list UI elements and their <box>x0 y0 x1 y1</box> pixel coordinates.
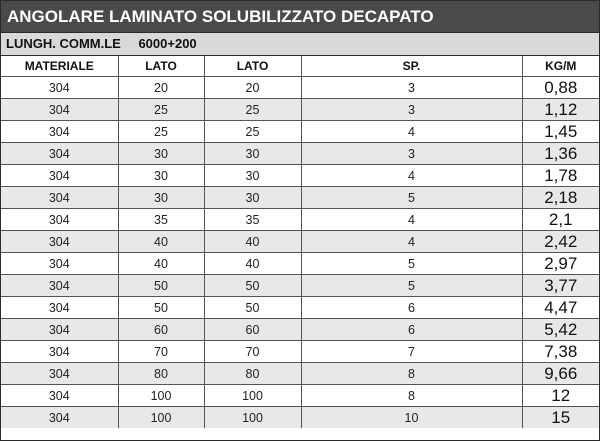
cell-kgm: 1,36 <box>522 143 599 165</box>
table-row <box>1 165 599 187</box>
cell-lato-2: 50 <box>204 297 301 319</box>
cell-lato-2: 80 <box>204 363 301 385</box>
cell-materiale: 304 <box>1 165 118 187</box>
header-materiale: MATERIALE <box>1 56 118 77</box>
cell-lato-1: 30 <box>118 187 204 209</box>
table-body <box>1 77 599 429</box>
cell-lato-1: 25 <box>118 121 204 143</box>
cell-lato-2: 30 <box>204 187 301 209</box>
cell-materiale: 304 <box>1 99 118 121</box>
cell-kgm: 1,12 <box>522 99 599 121</box>
cell-sp: 3 <box>301 143 522 165</box>
cell-kgm: 7,38 <box>522 341 599 363</box>
cell-sp: 4 <box>301 165 522 187</box>
cell-sp: 4 <box>301 231 522 253</box>
header-lato-2: LATO <box>204 56 301 77</box>
table-row <box>1 231 599 253</box>
cell-kgm: 2,42 <box>522 231 599 253</box>
cell-sp: 10 <box>301 407 522 429</box>
table-row <box>1 99 599 121</box>
cell-kgm: 9,66 <box>522 363 599 385</box>
table-row <box>1 297 599 319</box>
table-row <box>1 407 599 429</box>
cell-materiale: 304 <box>1 319 118 341</box>
cell-lato-2: 25 <box>204 99 301 121</box>
header-kgm: KG/M <box>522 56 599 77</box>
cell-kgm: 0,88 <box>522 77 599 99</box>
table-row <box>1 363 599 385</box>
cell-materiale: 304 <box>1 275 118 297</box>
cell-sp: 3 <box>301 99 522 121</box>
cell-materiale: 304 <box>1 341 118 363</box>
cell-sp: 7 <box>301 341 522 363</box>
cell-lato-1: 80 <box>118 363 204 385</box>
cell-sp: 6 <box>301 319 522 341</box>
product-table <box>1 56 599 428</box>
cell-lato-1: 25 <box>118 99 204 121</box>
cell-materiale: 304 <box>1 385 118 407</box>
cell-kgm: 4,47 <box>522 297 599 319</box>
cell-sp: 4 <box>301 121 522 143</box>
cell-materiale: 304 <box>1 209 118 231</box>
cell-sp: 5 <box>301 253 522 275</box>
cell-sp: 8 <box>301 363 522 385</box>
table-row <box>1 275 599 297</box>
cell-sp: 3 <box>301 77 522 99</box>
cell-lato-2: 50 <box>204 275 301 297</box>
cell-lato-2: 100 <box>204 407 301 429</box>
cell-kgm: 3,77 <box>522 275 599 297</box>
cell-sp: 5 <box>301 187 522 209</box>
cell-materiale: 304 <box>1 407 118 429</box>
length-label: LUNGH. COMM.LE <box>6 36 121 51</box>
cell-sp: 6 <box>301 297 522 319</box>
table-row <box>1 209 599 231</box>
cell-lato-2: 70 <box>204 341 301 363</box>
cell-kgm: 2,97 <box>522 253 599 275</box>
cell-lato-2: 20 <box>204 77 301 99</box>
cell-materiale: 304 <box>1 231 118 253</box>
cell-kgm: 5,42 <box>522 319 599 341</box>
cell-kgm: 1,78 <box>522 165 599 187</box>
cell-sp: 8 <box>301 385 522 407</box>
cell-kgm: 2,1 <box>522 209 599 231</box>
table-row <box>1 385 599 407</box>
cell-lato-1: 50 <box>118 275 204 297</box>
cell-lato-2: 40 <box>204 253 301 275</box>
cell-lato-2: 35 <box>204 209 301 231</box>
table-header-row <box>1 56 599 77</box>
cell-materiale: 304 <box>1 121 118 143</box>
cell-sp: 5 <box>301 275 522 297</box>
cell-sp: 4 <box>301 209 522 231</box>
length-info <box>1 33 599 56</box>
cell-lato-1: 100 <box>118 385 204 407</box>
sheet-title: ANGOLARE LAMINATO SOLUBILIZZATO DECAPATO <box>1 1 599 33</box>
cell-lato-2: 60 <box>204 319 301 341</box>
table-row <box>1 319 599 341</box>
cell-lato-1: 50 <box>118 297 204 319</box>
cell-lato-2: 30 <box>204 165 301 187</box>
cell-lato-2: 25 <box>204 121 301 143</box>
cell-materiale: 304 <box>1 143 118 165</box>
cell-materiale: 304 <box>1 297 118 319</box>
cell-lato-1: 40 <box>118 231 204 253</box>
cell-lato-1: 100 <box>118 407 204 429</box>
table-row <box>1 187 599 209</box>
cell-lato-1: 70 <box>118 341 204 363</box>
cell-lato-1: 35 <box>118 209 204 231</box>
table-row <box>1 77 599 99</box>
cell-materiale: 304 <box>1 363 118 385</box>
cell-lato-1: 20 <box>118 77 204 99</box>
cell-lato-2: 100 <box>204 385 301 407</box>
cell-lato-1: 60 <box>118 319 204 341</box>
table-row <box>1 253 599 275</box>
table-row <box>1 121 599 143</box>
table-row <box>1 143 599 165</box>
table-row <box>1 341 599 363</box>
cell-kgm: 12 <box>522 385 599 407</box>
header-sp: SP. <box>301 56 522 77</box>
cell-kgm: 2,18 <box>522 187 599 209</box>
cell-materiale: 304 <box>1 253 118 275</box>
cell-lato-1: 30 <box>118 143 204 165</box>
cell-lato-2: 30 <box>204 143 301 165</box>
header-lato-1: LATO <box>118 56 204 77</box>
cell-materiale: 304 <box>1 77 118 99</box>
cell-lato-1: 30 <box>118 165 204 187</box>
cell-kgm: 1,45 <box>522 121 599 143</box>
cell-kgm: 15 <box>522 407 599 429</box>
cell-lato-2: 40 <box>204 231 301 253</box>
cell-materiale: 304 <box>1 187 118 209</box>
cell-lato-1: 40 <box>118 253 204 275</box>
length-value: 6000+200 <box>138 36 197 51</box>
